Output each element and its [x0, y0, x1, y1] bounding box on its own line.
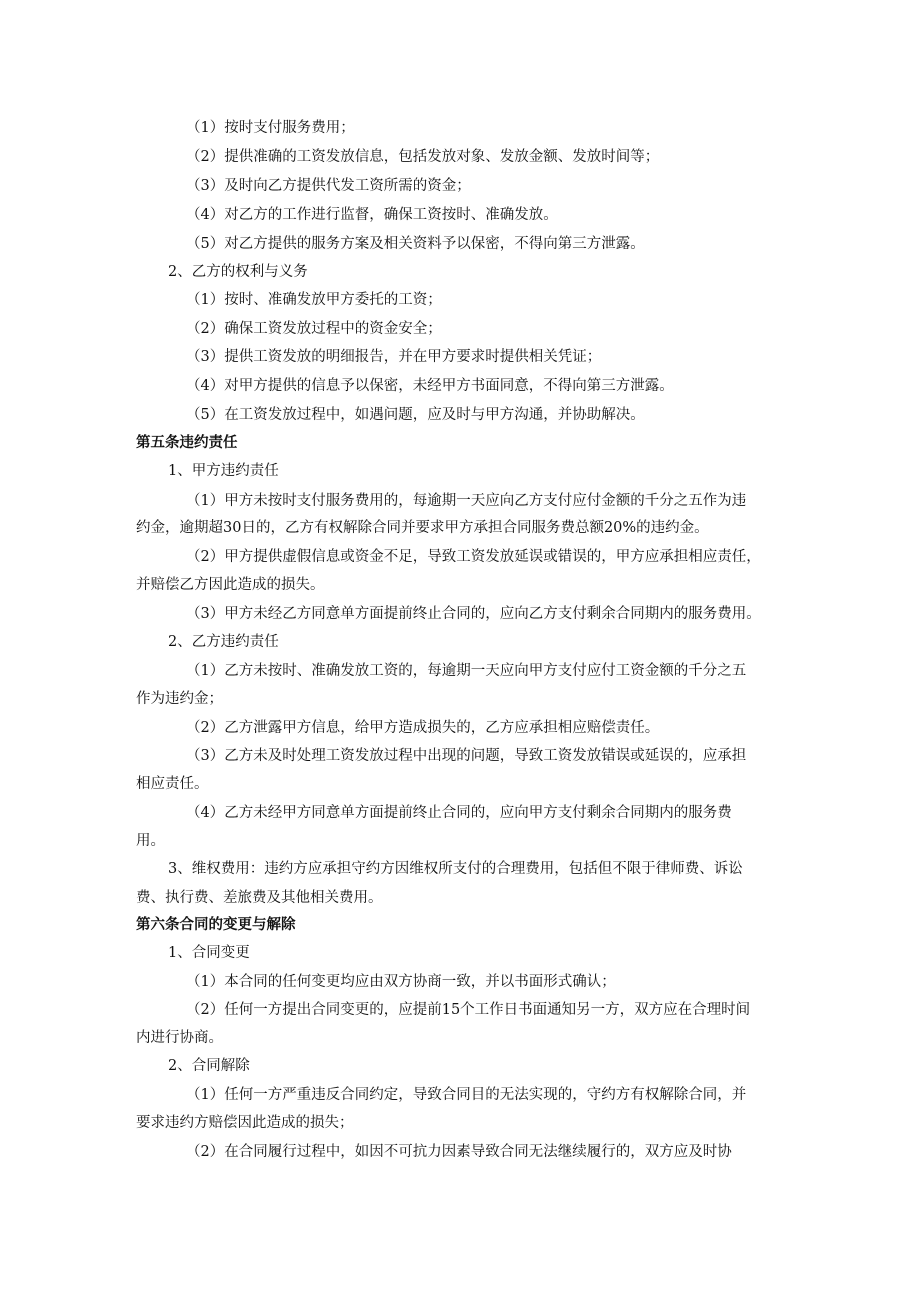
text-line: （2）提供准确的工资发放信息，包括发放对象、发放金额、发放时间等； [186, 149, 660, 165]
subsection-title: 1、甲方违约责任 [168, 463, 279, 479]
text-line: 要求违约方赔偿因此造成的损失； [136, 1115, 354, 1131]
text-line: （5）对乙方提供的服务方案及相关资料予以保密，不得向第三方泄露。 [186, 236, 645, 252]
text-line: （1）本合同的任何变更均应由双方协商一致，并以书面形式确认； [186, 974, 616, 990]
text-line: 并赔偿乙方因此造成的损失。 [136, 577, 325, 593]
text-line: （1）甲方未按时支付服务费用的，每逾期一天应向乙方支付应付金额的千分之五作为违 [186, 493, 747, 509]
text-line: 约金，逾期超30日的，乙方有权解除合同并要求甲方承担合同服务费总额20%的违约金。 [136, 520, 709, 536]
text-line: 费、执行费、差旅费及其他相关费用。 [136, 890, 383, 906]
text-line: 内进行协商。 [136, 1030, 223, 1046]
text-line: （3）及时向乙方提供代发工资所需的资金； [186, 178, 471, 194]
subsection-title: 1、合同变更 [168, 945, 250, 961]
text-line: （4）对甲方提供的信息予以保密，未经甲方书面同意，不得向第三方泄露。 [186, 378, 674, 394]
subsection-title: 2、乙方违约责任 [168, 634, 279, 650]
text-line: （2）任何一方提出合同变更的，应提前15个工作日书面通知另一方，双方应在合理时间 [186, 1002, 751, 1018]
subsection-title: 2、合同解除 [168, 1058, 250, 1074]
subsection-title: 2、乙方的权利与义务 [168, 264, 308, 280]
text-line: （5）在工资发放过程中，如遇问题，应及时与甲方沟通，并协助解决。 [186, 407, 645, 423]
text-line: （2）在合同履行过程中，如因不可抗力因素导致合同无法继续履行的，双方应及时协 [186, 1144, 732, 1160]
text-line: （1）任何一方严重违反合同约定，导致合同目的无法实现的，守约方有权解除合同，并 [186, 1087, 747, 1103]
section-heading: 第五条违约责任 [136, 435, 238, 451]
text-line: （1）按时、准确发放甲方委托的工资； [186, 292, 442, 308]
text-line: 3、维权费用：违约方应承担守约方因维权所支付的合理费用，包括但不限于律师费、诉讼 [168, 861, 743, 877]
text-line: （3）甲方未经乙方同意单方面提前终止合同的，应向乙方支付剩余合同期内的服务费用。 [186, 606, 761, 622]
text-line: （2）乙方泄露甲方信息，给甲方造成损失的，乙方应承担相应赔偿责任。 [186, 720, 660, 736]
text-line: （4）乙方未经甲方同意单方面提前终止合同的，应向甲方支付剩余合同期内的服务费 [186, 805, 732, 821]
text-line: 作为违约金； [136, 691, 223, 707]
text-line: （4）对乙方的工作进行监督，确保工资按时、准确发放。 [186, 207, 558, 223]
text-line: （3）乙方未及时处理工资发放过程中出现的问题，导致工资发放错误或延误的，应承担 [186, 748, 747, 764]
text-line: （1）乙方未按时、准确发放工资的，每逾期一天应向甲方支付应付工资金额的千分之五 [186, 663, 747, 679]
text-line: （2）甲方提供虚假信息或资金不足，导致工资发放延误或错误的，甲方应承担相应责任， [186, 549, 761, 565]
text-line: 用。 [136, 833, 165, 849]
text-line: （2）确保工资发放过程中的资金安全； [186, 321, 442, 337]
text-line: （3）提供工资发放的明细报告，并在甲方要求时提供相关凭证； [186, 349, 602, 365]
section-heading: 第六条合同的变更与解除 [136, 917, 296, 933]
text-line: 相应责任。 [136, 776, 209, 792]
text-line: （1）按时支付服务费用； [186, 120, 355, 136]
